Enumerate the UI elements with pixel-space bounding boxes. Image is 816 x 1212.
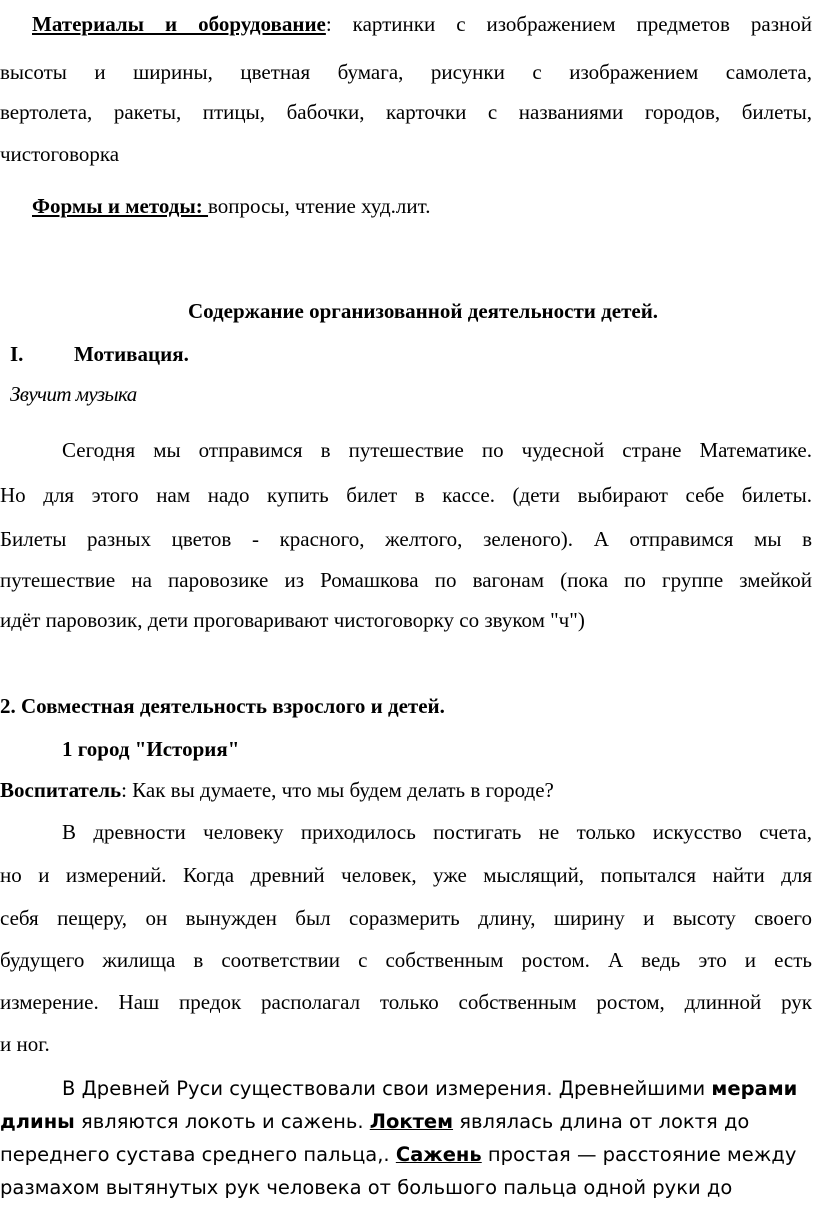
materials-label: Материалы и оборудование [32,12,326,36]
section-2-title: 2. Совместная деятельность взрослого и детей. [0,694,445,718]
motivation-line-1: Сегодня мы отправимся в путешествие по чудесной стране Математике. [62,438,812,462]
motivation-line-2: Но для этого нам надо купить билет в кассе. (дети выбирают себе билеты. [0,483,812,507]
section-1-title: Мотивация. [74,342,189,366]
history-line-5: измерение. Наш предок располагал только собственным ростом, длинной рук [0,990,812,1014]
elbow-term: Локтем [369,1110,454,1133]
music-note: Звучит музыка [10,382,137,406]
motivation-line-5: идёт паровозик, дети проговаривают чистоговорку со звуком "ч") [0,608,585,632]
rus-line-3: переднего сустава среднего пальца,. Сажень простая — расстояние между [0,1143,797,1166]
rus-line-1: В Древней Руси существовали свои измерения. Древнейшими мерами [62,1077,798,1100]
city-heading: 1 город "История" [62,737,240,761]
motivation-line-3: Билеты разных цветов - красного, желтого, зеленого). А отправимся мы в [0,527,812,551]
section-1-number: I. [10,342,24,366]
forms-text: вопросы, чтение худ.лит. [208,194,431,218]
history-line-1: В древности человеку приходилось постигать не только искусство счета, [62,820,812,844]
forms-label: Формы и методы: [32,194,209,218]
rus-line-4: размахом вытянутых рук человека от большого пальца одной руки до [0,1176,733,1199]
teacher-text: : Как вы думаете, что мы будем делать в городе? [121,778,554,802]
fathom-term: Сажень [395,1143,482,1166]
forms-line [32,192,816,220]
materials-line-3: вертолета, ракеты, птицы, бабочки, карточки с названиями городов, билеты, [0,100,812,124]
materials-line-1: Материалы и оборудование: картинки с изображением предметов разной [32,12,812,36]
history-line-2: но и измерений. Когда древний человек, уже мыслящий, попытался найти для [0,863,812,887]
teacher-line [0,776,812,804]
materials-line-4: чистоговорка [0,142,120,166]
history-line-4: будущего жилища в соответствии с собственным ростом. А ведь это и есть [0,948,812,972]
rus-line-2: длины являются локоть и сажень. Локтем являлась длина от локтя до [0,1110,750,1133]
history-line-3: себя пещеру, он вынужден был соразмерить длину, ширину и высоту своего [0,906,812,930]
history-line-6: и ног. [0,1032,50,1056]
motivation-line-4: путешествие на паровозике из Ромашкова по вагонам (пока по группе змейкой [0,568,812,592]
measures-term: мерами [711,1077,798,1100]
teacher-label: Воспитатель [0,778,122,802]
content-title: Содержание организованной деятельности детей. [187,299,659,323]
materials-line-2: высоты и ширины, цветная бумага, рисунки с изображением самолета, [0,60,812,84]
